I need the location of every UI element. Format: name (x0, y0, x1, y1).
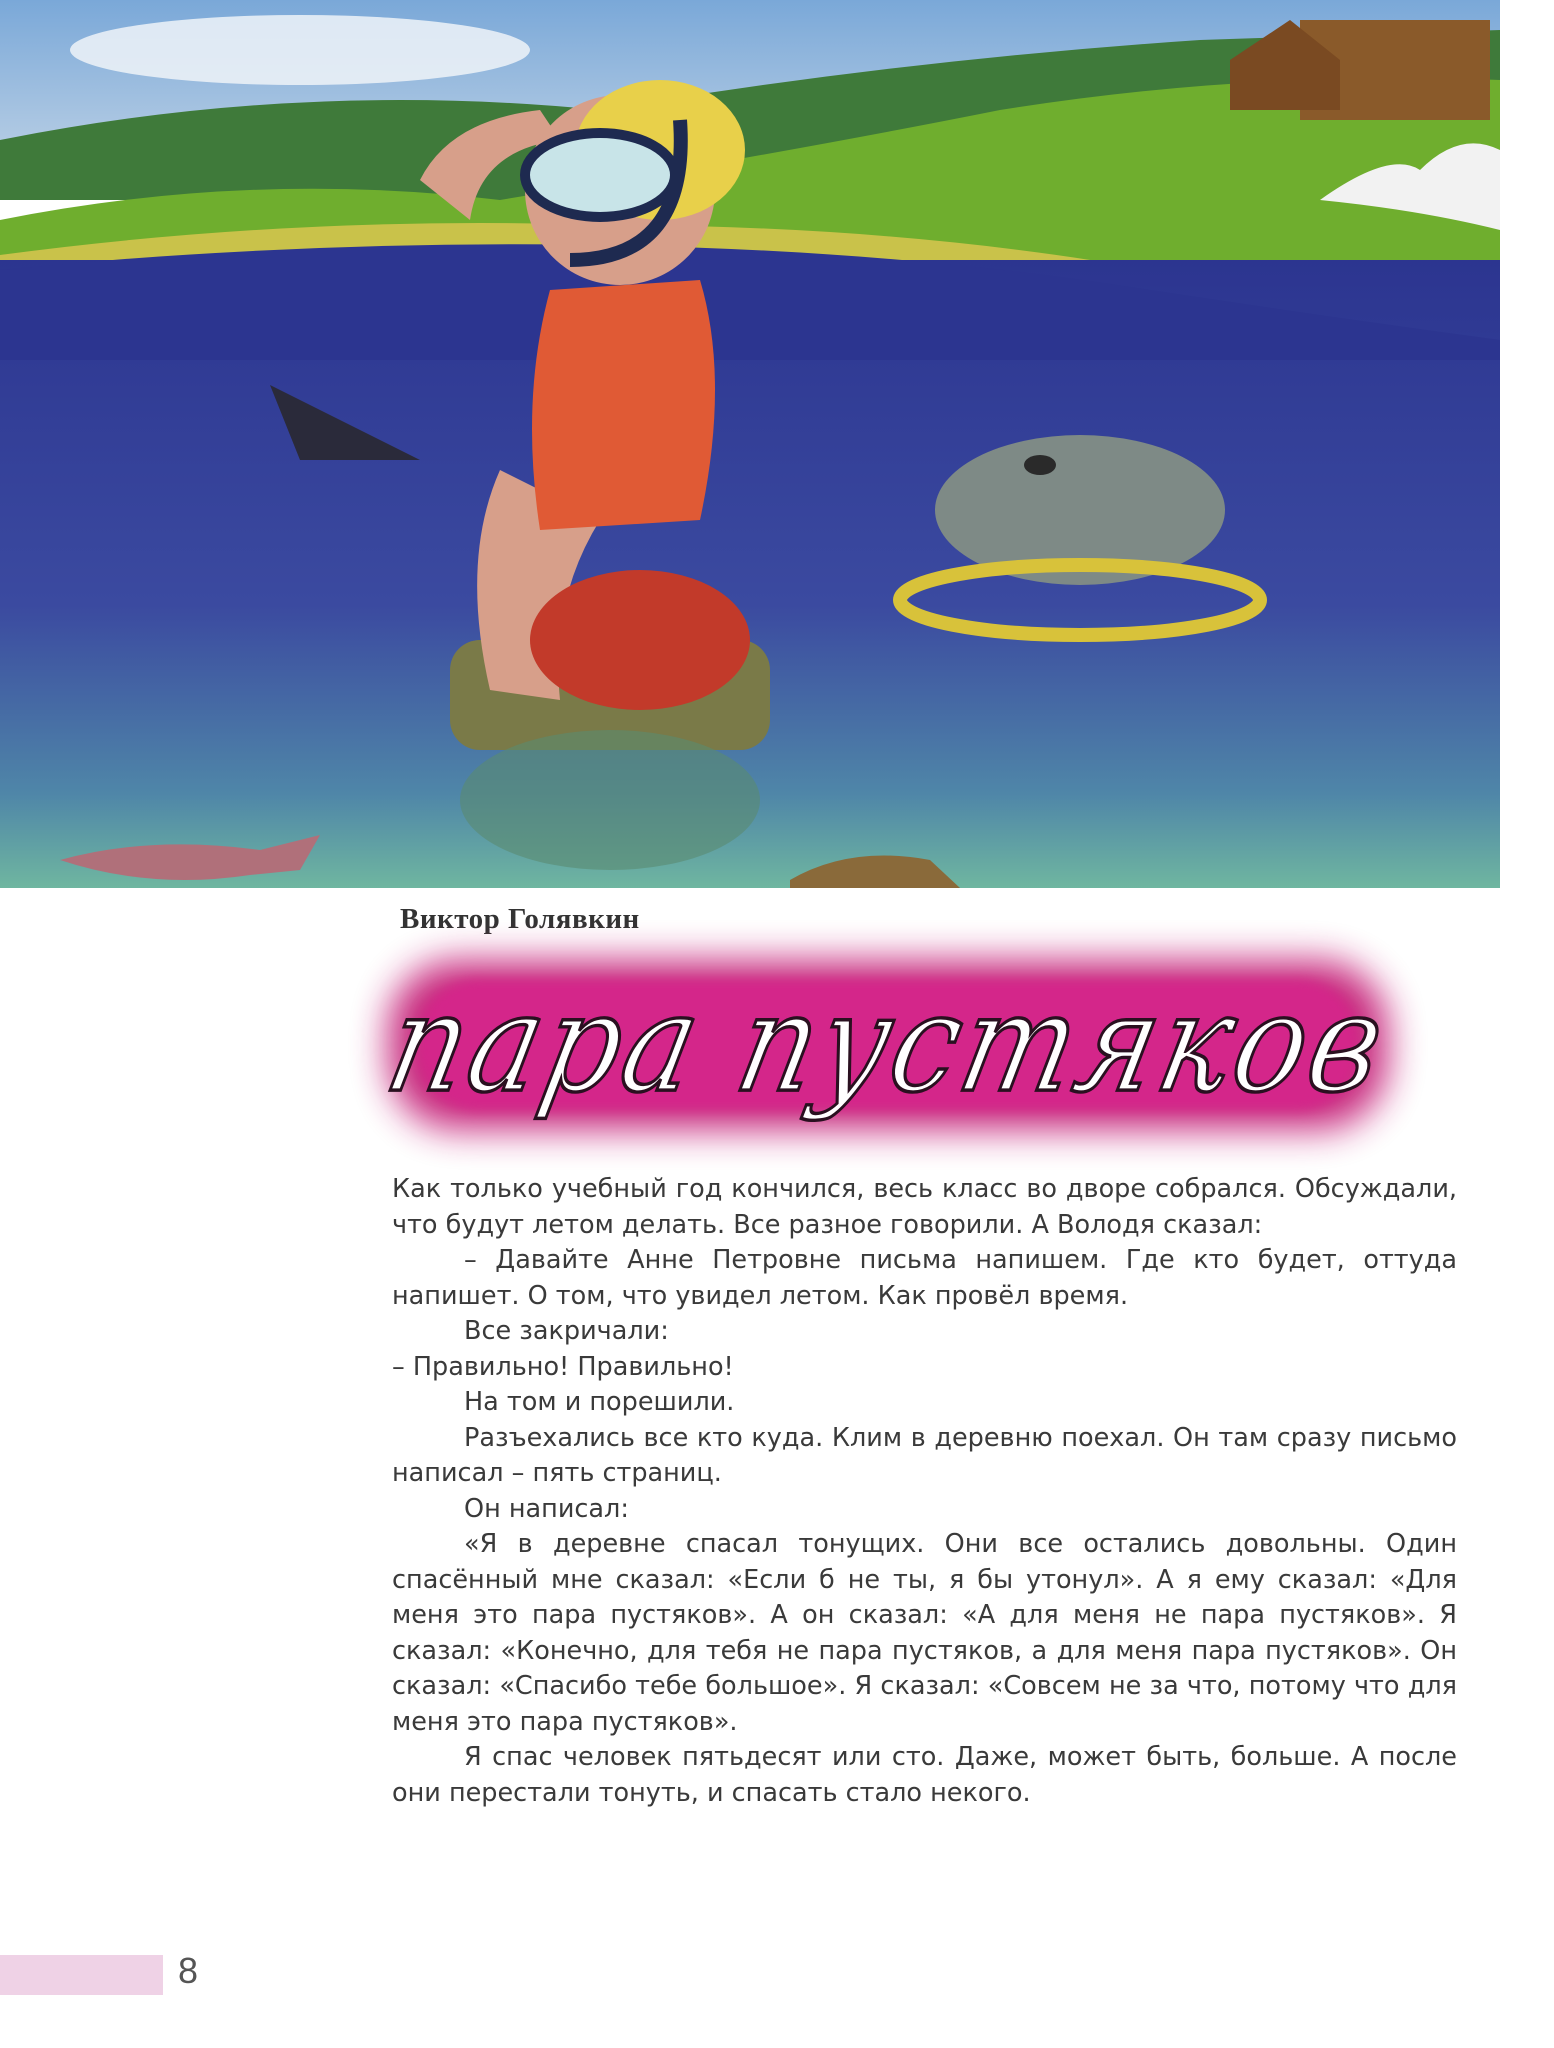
story-paragraph: На том и порешили. (464, 1387, 735, 1417)
page-number: 8 (178, 1950, 199, 1991)
story-paragraph: Как только учебный год кончился, весь класс во дворе собрался. Обсуждали, что будут летом делать. Все разное говорили. А Володя сказал: (392, 1174, 1457, 1240)
shark-eye (1024, 455, 1056, 475)
story-paragraph: Разъехались все кто куда. Клим в деревню поехал. Он там сразу письмо написал – пять страниц. (392, 1422, 1457, 1488)
page-number-bar (0, 1955, 163, 1995)
lake-scene-illustration (0, 0, 1500, 888)
story-paragraph: – Давайте Анне Петровне письма напишем. Где кто будет, оттуда напишет. О том, что увидел летом. Как провёл время. (392, 1245, 1457, 1311)
story-paragraph: «Я в деревне спасал тонущих. Они все остались довольны. Один спасённый мне сказал: «Если б не ты, я бы утонул». А я ему сказал: «Для меня это пара пустяков». А он сказал: «А для меня не пара пустяков». Я сказал: «Конечно, для тебя не пара пустяков, а для меня пара пустяков». Он сказал: «Спасибо тебе большое». Я сказал: «Совсем не за что, потому что для меня это пара пустяков». (392, 1529, 1457, 1737)
story-paragraph: Все закричали: (464, 1316, 669, 1346)
story-paragraph: Он написал: (464, 1493, 629, 1524)
illustration (0, 0, 1500, 888)
story-text (392, 1172, 1457, 1811)
diving-mask (525, 133, 675, 217)
author-name: Виктор Голявкин (400, 903, 640, 935)
boy-shorts (530, 570, 750, 710)
boy-life-vest (532, 280, 715, 530)
cloud (70, 15, 530, 85)
story-title: пара пустяков (374, 963, 1402, 1123)
rock-reflection (460, 730, 760, 870)
story-paragraph: Я спас человек пятьдесят или сто. Даже, может быть, больше. А после они перестали тонуть, и спасать стало некого. (392, 1742, 1457, 1808)
story-paragraph: – Правильно! Правильно! (392, 1351, 734, 1382)
story-title-banner (374, 945, 1402, 1145)
